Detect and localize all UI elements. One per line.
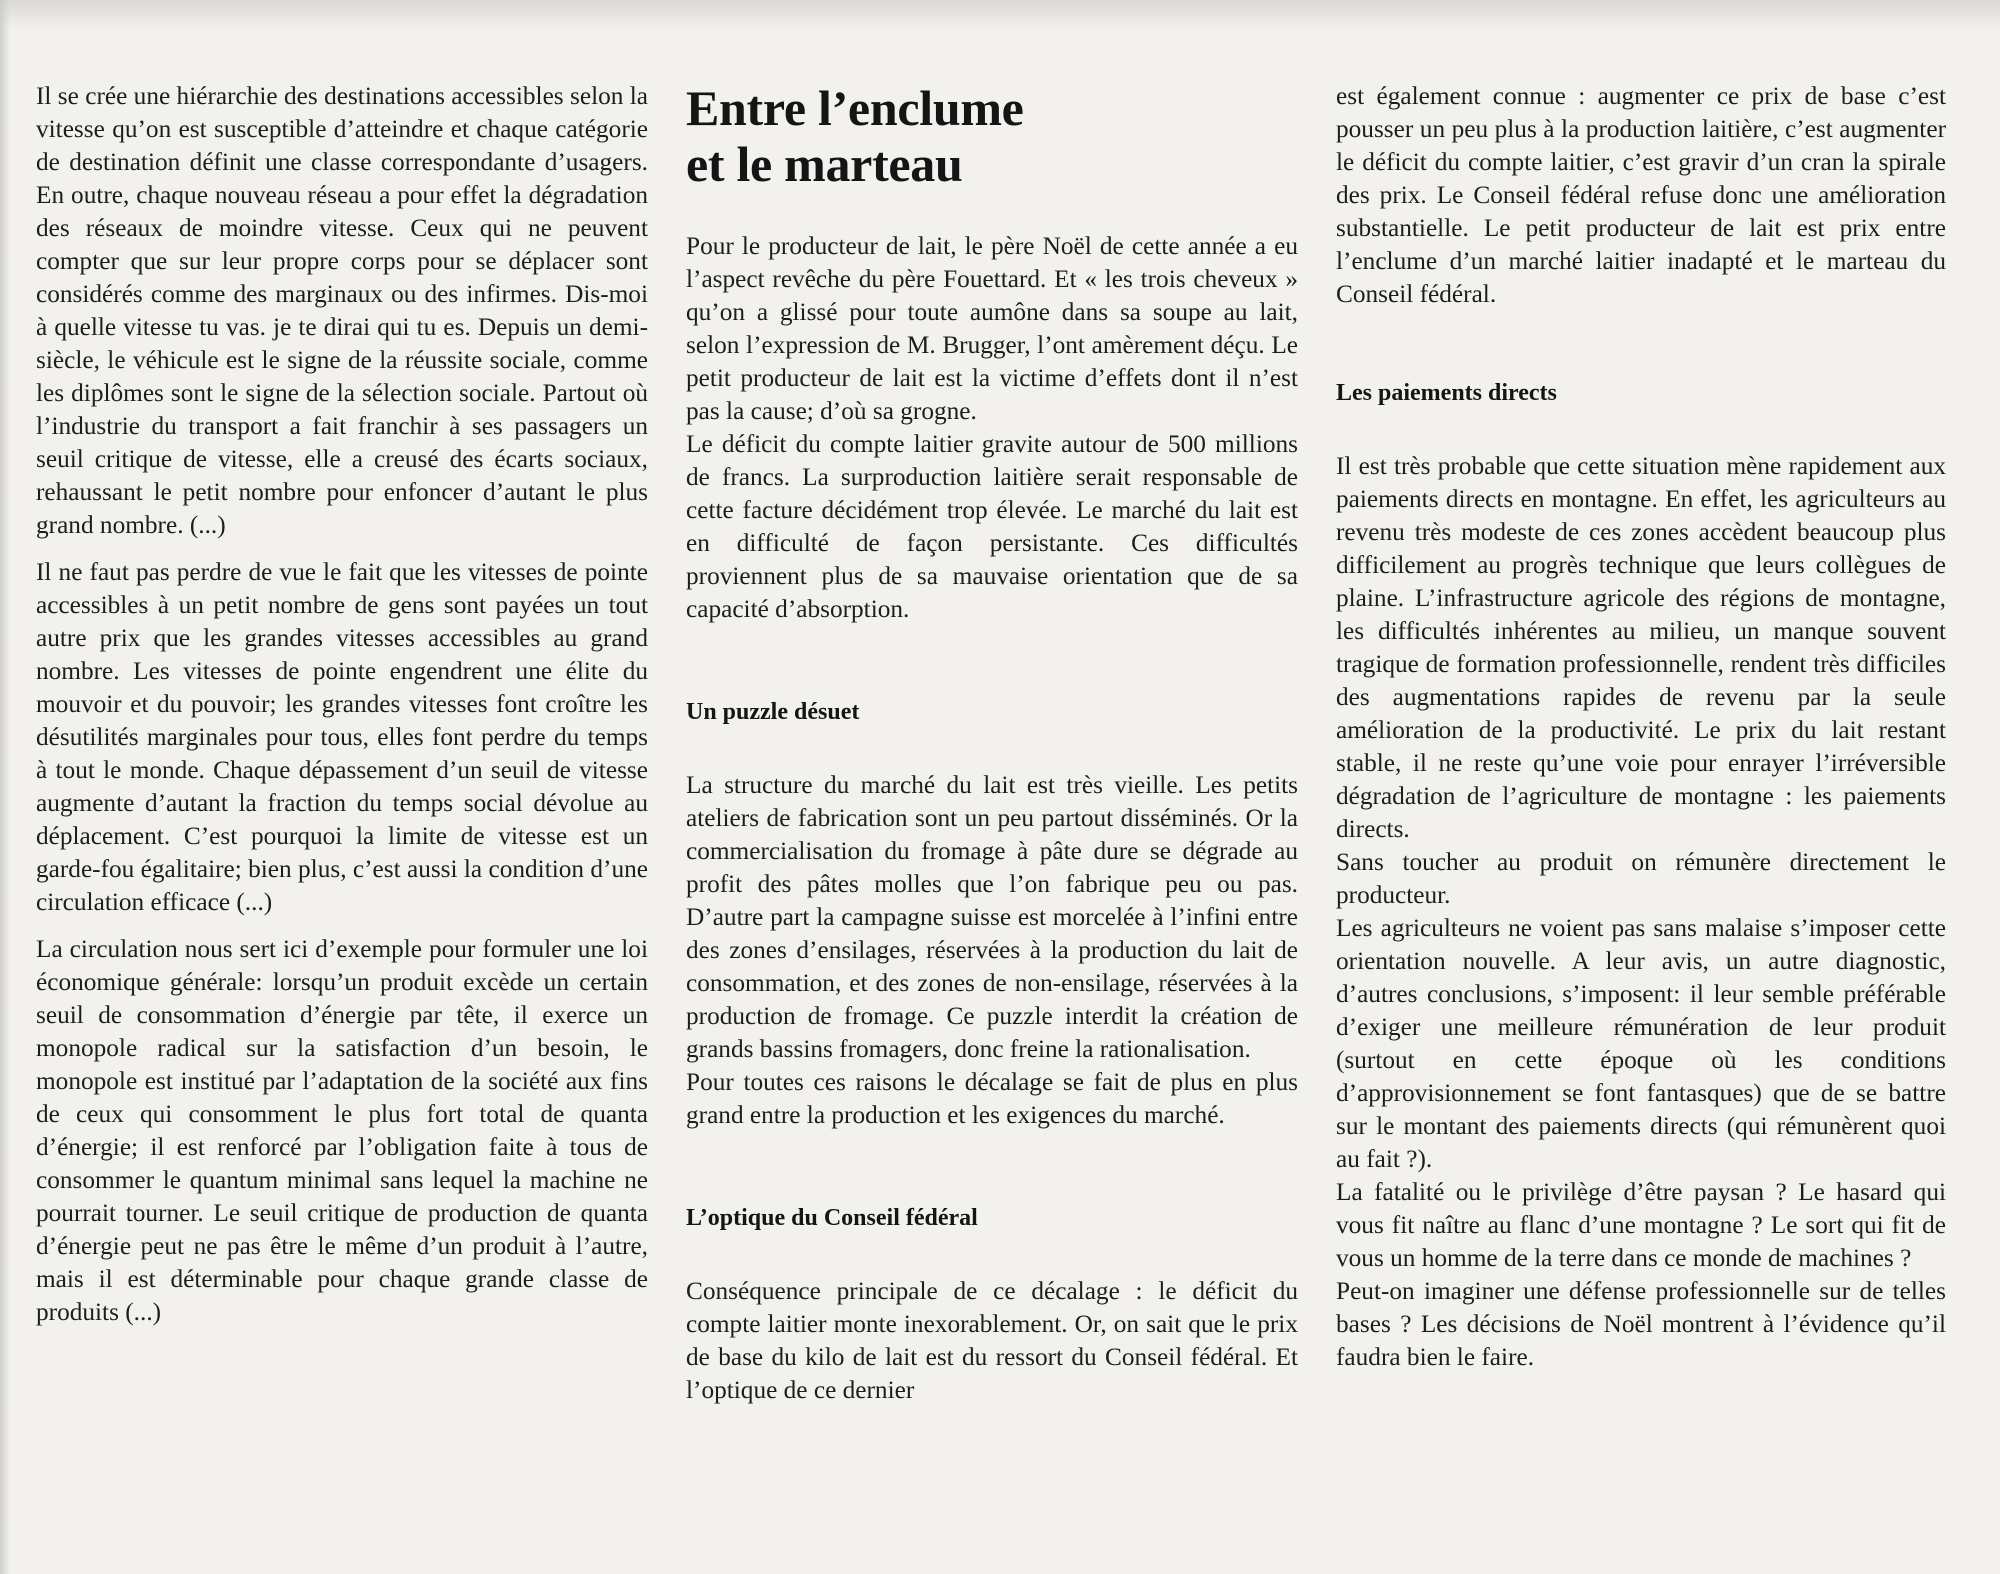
scan-shadow-left xyxy=(0,0,10,1574)
paiements-paragraph-5: Peut-on imaginer une défense professionnelle sur de telles bases ? Les décisions de Noël montrent à l’évidence qu’il faudra bien le faire. xyxy=(1336,1277,1946,1371)
middle-column xyxy=(686,80,1298,1407)
left-column xyxy=(36,80,648,1329)
section-title-puzzle: Un puzzle désuet xyxy=(686,699,860,725)
left-paragraph-1: Il se crée une hiérarchie des destinations accessibles selon la vitesse qu’on est susceptible d’atteindre et chaque catégorie de destination définit une classe correspondante d’usagers. En outre, chaque nouveau réseau a pour effet la dégradation des réseaux de moindre vitesse. Ceux qui ne peuvent compter que sur leur propre corps pour se déplacer sont considérés comme des marginaux ou des infirmes. Dis-moi à quelle vitesse tu vas. je te dirai qui tu es. Depuis un demi-siècle, le véhicule est le signe de la réussite sociale, comme les diplômes sont le signe de la sélection sociale. Partout où l’industrie du transport a fait franchir à ses passagers un seuil critique de vitesse, elle a creusé des écarts sociaux, rehaussant le petit nombre pour enfoncer d’autant le plus grand nombre. (...) xyxy=(36,82,648,539)
paiements-paragraph-2: Sans toucher au produit on rémunère directement le producteur. xyxy=(1336,848,1946,909)
puzzle-paragraph-2: Pour toutes ces raisons le décalage se fait de plus en plus grand entre la production et les exigences du marché. xyxy=(686,1068,1298,1129)
right-column xyxy=(1336,80,1946,1374)
intro-paragraph-1: Pour le producteur de lait, le père Noël de cette année a eu l’aspect revêche du père Fouettard. Et « les trois cheveux » qu’on a glissé pour toute aumône dans sa soupe au lait, selon l’expression de M. Brugger, l’ont amèrement déçu. Le petit producteur de lait est la victime d’effets dont il n’est pas la cause; d’où sa grogne. xyxy=(686,232,1298,425)
intro-paragraph-2: Le déficit du compte laitier gravite autour de 500 millions de francs. La surproduction laitière serait responsable de cette facture décidément trop élevée. Le marché du lait est en difficulté de façon persistante. Ces difficultés proviennent plus de sa mauvaise orientation que de sa capacité d’absorption. xyxy=(686,430,1298,623)
paiements-paragraph-1: Il est très probable que cette situation mène rapidement aux paiements directs en montagne. En effet, les agriculteurs au revenu très modeste de ces zones accèdent beaucoup plus difficilement au progrès technique que leurs collègues de plaine. L’infrastructure agricole des régions de montagne, les difficultés inhérentes au milieu, un manque souvent tragique de formation professionnelle, rendent très difficiles des augmentations rapides de revenu par la seule amélioration de la productivité. Le prix du lait restant stable, il ne reste qu’une voie pour enrayer l’irréversible dégradation de l’agriculture de montagne : les paiements directs. xyxy=(1336,452,1946,843)
article-headline xyxy=(686,80,1298,192)
section-title-paiements: Les paiements directs xyxy=(1336,380,1557,406)
paiements-paragraph-4: La fatalité ou le privilège d’être paysan ? Le hasard qui vous fit naître au flanc d’une montagne ? Le sort qui fit de vous un homme de la terre dans ce monde de machines ? xyxy=(1336,1178,1946,1272)
conseil-paragraph-start: Conséquence principale de ce décalage : le déficit du compte laitier monte inexorablement. Or, on sait que le prix de base du kilo de lait est du ressort du Conseil fédéral. Et l’optique de ce dernier xyxy=(686,1277,1298,1404)
left-paragraph-2: Il ne faut pas perdre de vue le fait que les vitesses de pointe accessibles à un petit nombre de gens sont payées un tout autre prix que les grandes vitesses accessibles au grand nombre. Les vitesses de pointe engendrent une élite du mouvoir et du pouvoir; les grandes vitesses font croître les désutilités marginales pour tous, elles font perdre du temps à tout le monde. Chaque dépassement d’un seuil de vitesse augmente d’autant la fraction du temps social dévolue au déplacement. C’est pourquoi la limite de vitesse est un garde-fou égalitaire; bien plus, c’est aussi la condition d’une circulation efficace (...) xyxy=(36,558,648,916)
paiements-paragraph-3: Les agriculteurs ne voient pas sans malaise s’imposer cette orientation nouvelle. A leur avis, un autre diagnostic, d’autres conclusions, s’imposent: il leur semble préférable d’exiger une meilleure rémunération de leur produit (surtout en cette époque où les conditions d’approvisionnement se font fantasques) que de se battre sur le montant des paiements directs (qui rémunèrent quoi au fait ?). xyxy=(1336,914,1946,1173)
scan-shadow-top xyxy=(0,0,2000,30)
headline-line-2: et le marteau xyxy=(686,136,963,192)
left-paragraph-3: La circulation nous sert ici d’exemple pour formuler une loi économique générale: lorsqu’un produit excède un certain seuil de consommation d’énergie par tête, il exerce un monopole radical sur la satisfaction d’un besoin, le monopole est institué par l’adaptation de la société aux fins de ceux qui consomment le plus fort total de quanta d’énergie; il est renforcé par l’obligation faite à tous de consommer le quantum minimal sans lequel la machine ne pourrait tourner. Le seuil critique de production de quanta d’énergie peut ne pas être le même d’un produit à l’autre, mais il est déterminable pour chaque grande classe de produits (...) xyxy=(36,935,648,1326)
headline-line-1: Entre l’enclume xyxy=(686,80,1024,136)
conseil-paragraph-continued: est également connue : augmenter ce prix de base c’est pousser un peu plus à la production laitière, c’est augmenter le déficit du compte laitier, c’est gravir d’un cran la spirale des prix. Le Conseil fédéral refuse donc une amélioration substantielle. Le petit producteur de lait est prix entre l’enclume d’un marché laitier inadapté et le marteau du Conseil fédéral. xyxy=(1336,82,1946,308)
section-title-conseil: L’optique du Conseil fédéral xyxy=(686,1205,978,1231)
puzzle-paragraph-1: La structure du marché du lait est très vieille. Les petits ateliers de fabrication sont un peu partout disséminés. Or la commercialisation du fromage à pâte dure se dégrade au profit des pâtes molles que l’on fabrique peu ou pas. D’autre part la campagne suisse est morcelée à l’infini entre des zones d’ensilages, réservées à la production du lait de consommation, et des zones de non-ensilage, réservées à la production de fromage. Ce puzzle interdit la création de grands bassins fromagers, donc freine la rationalisation. xyxy=(686,771,1298,1063)
